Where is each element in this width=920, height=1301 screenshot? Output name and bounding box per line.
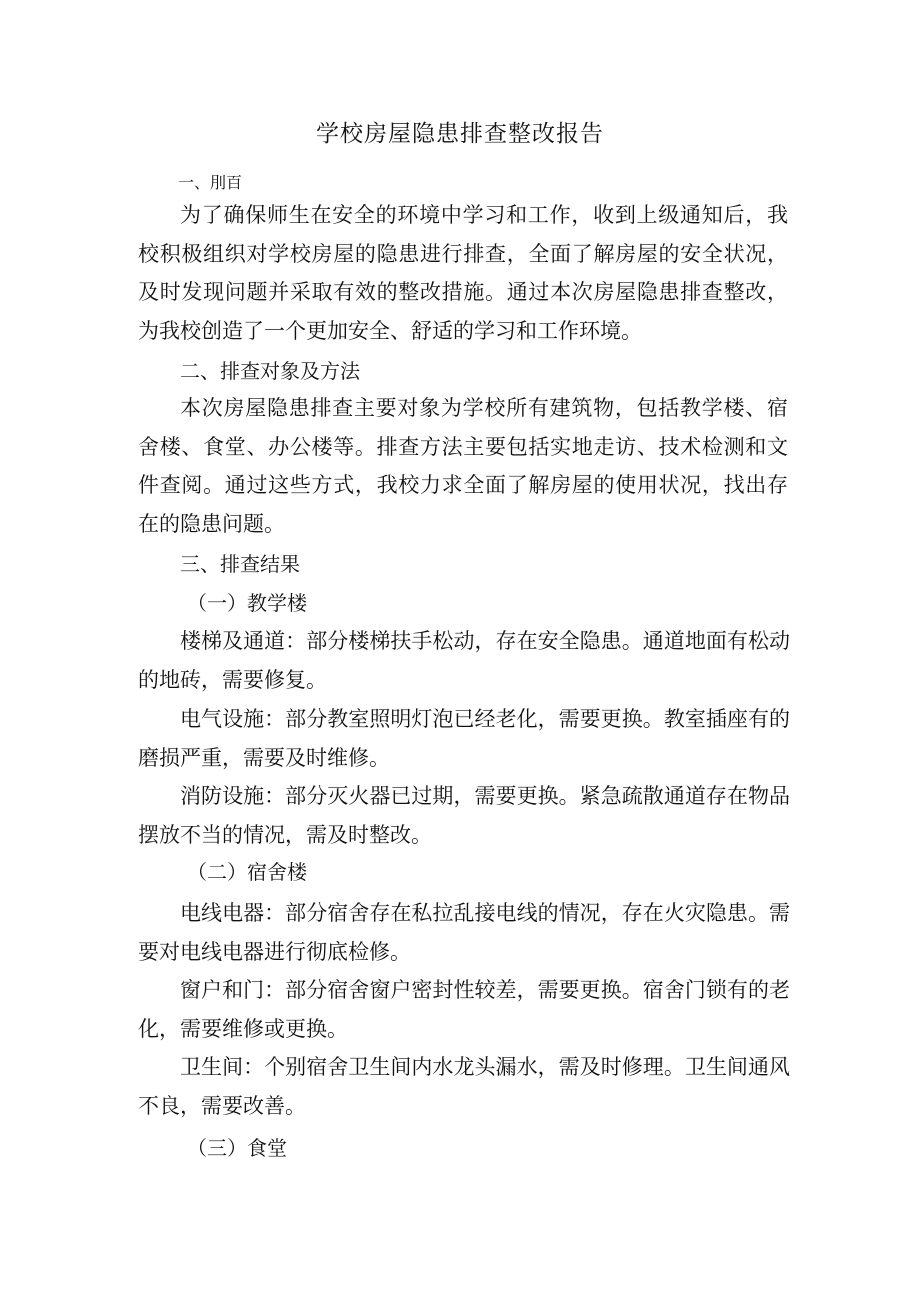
item-windows-doors: 窗户和门：部分宿舍窗户密封性较差，需要更换。宿舍门锁有的老化，需要维修或更换。 (138, 978, 790, 1041)
section-heading-intro: 一、刖百 (178, 173, 243, 192)
subheading-dormitory: （二）宿舍楼 (187, 860, 307, 884)
document-title: 学校房屋隐患排查整改报告 (316, 121, 604, 147)
item-bathroom: 卫生间：个别宿舍卫生间内水龙头漏水，需及时修理。卫生间通风不良，需要改善。 (138, 1055, 790, 1118)
section-heading-results: 三、排查结果 (180, 552, 300, 576)
item-fire: 消防设施：部分灭火器已过期，需要更换。紧急疏散通道存在物品摆放不当的情况，需及时整改。 (138, 784, 790, 847)
item-electrical: 电气设施：部分教室照明灯泡已经老化，需要更换。教室插座有的磨损严重，需要及时维修。 (138, 707, 790, 770)
subheading-canteen: （三）食堂 (187, 1136, 287, 1160)
section-heading-scope: 二、排查对象及方法 (180, 359, 360, 383)
intro-paragraph: 为了确保师生在安全的环境中学习和工作，收到上级通知后，我校积极组织对学校房屋的隐患进行排查，全面了解房屋的安全状况，及时发现问题并采取有效的整改措施。通过本次房屋隐患排查整改，为我校创造了一个更加安全、舒适的学习和工作环境。 (138, 203, 788, 343)
item-wiring: 电线电器：部分宿舍存在私拉乱接电线的情况，存在火灾隐患。需要对电线电器进行彻底检修。 (138, 901, 790, 964)
item-stairs: 楼梯及通道：部分楼梯扶手松动，存在安全隐患。通道地面有松动的地砖，需要修复。 (138, 629, 790, 692)
scope-paragraph: 本次房屋隐患排查主要对象为学校所有建筑物，包括教学楼、宿舍楼、食堂、办公楼等。排查方法主要包括实地走访、技术检测和文件查阅。通过这些方式，我校力求全面了解房屋的使用状况，找出存在的隐患问题。 (138, 396, 788, 536)
subheading-teaching-building: （一）教学楼 (187, 591, 307, 615)
